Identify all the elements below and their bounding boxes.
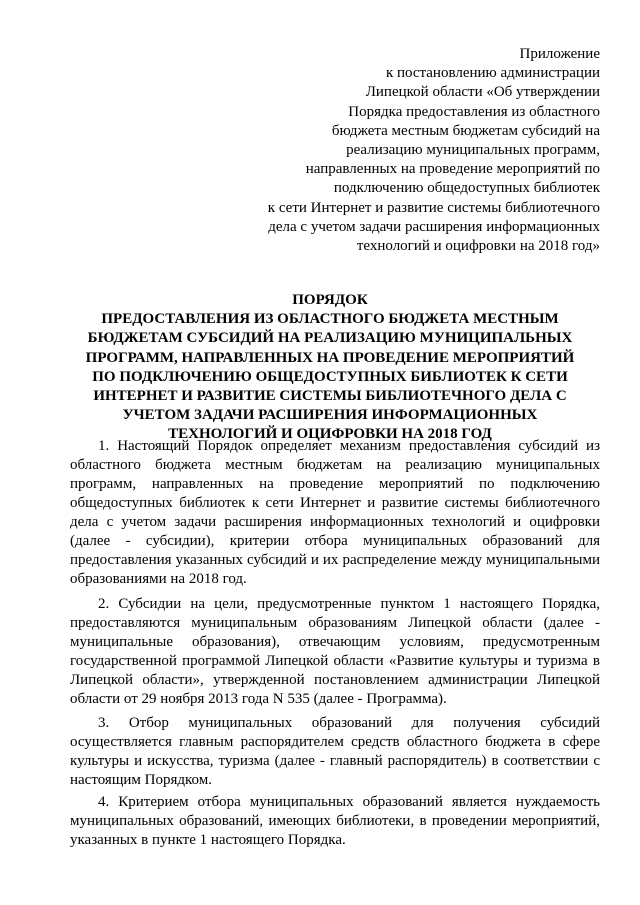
- paragraph-text: 4. Критерием отбора муниципальных образований является нуждаемость муниципальных образований, имеющих библиотеки, в проведении мероприятий, указанных в пункте 1 настоящего Порядка.: [70, 794, 600, 848]
- appendix-line: Порядка предоставления из областного: [348, 103, 600, 120]
- document-title: [40, 291, 620, 445]
- appendix-line: реализацию муниципальных программ,: [346, 142, 600, 159]
- appendix-line: бюджета местным бюджетам субсидий на: [331, 122, 600, 139]
- paragraph-3: [70, 714, 600, 790]
- title-line: ПОРЯДОК: [292, 292, 368, 308]
- appendix-line: к постановлению администрации: [385, 65, 600, 82]
- appendix-line: направленных на проведение мероприятий по: [305, 161, 600, 178]
- title-line: ПО ПОДКЛЮЧЕНИЮ ОБЩЕДОСТУПНЫХ БИБЛИОТЕК К СЕТИ: [92, 368, 568, 385]
- appendix-header: [200, 45, 600, 256]
- title-line: ТЕХНОЛОГИЙ И ОЦИФРОВКИ НА 2018 ГОД: [168, 426, 492, 443]
- paragraph-text: 2. Субсидии на цели, предусмотренные пунктом 1 настоящего Порядка, предоставляются муниципальным образованиям Липецкой области (далее - муниципальные образования), отвечающим условиям, предусмотренным государственной программой Липецкой области «Развитие культуры и туризма в Липецкой области», утвержденной постановлением администрации Липецкой области от 29 ноября 2013 года N 535 (далее - Программа).: [70, 596, 600, 707]
- title-line: ПРОГРАММ, НАПРАВЛЕННЫХ НА ПРОВЕДЕНИЕ МЕРОПРИЯТИЙ: [85, 349, 575, 366]
- paragraph-text: 3. Отбор муниципальных образований для получения субсидий осуществляется главным распорядителем средств областного бюджета в сфере культуры и искусства, туризма (далее - главный распорядитель) в соответствии с настоящим Порядком.: [70, 715, 600, 788]
- appendix-line: подключению общедоступных библиотек: [333, 180, 600, 197]
- appendix-line: к сети Интернет и развитие системы библиотечного: [267, 199, 600, 216]
- appendix-line: технологий и оцифровки на 2018 год»: [356, 238, 600, 255]
- paragraph-4: [70, 793, 600, 850]
- title-line: БЮДЖЕТАМ СУБСИДИЙ НА РЕАЛИЗАЦИЮ МУНИЦИПАЛЬНЫХ: [87, 330, 573, 347]
- appendix-line: дела с учетом задачи расширения информационных: [268, 218, 600, 235]
- title-line: УЧЕТОМ ЗАДАЧИ РАСШИРЕНИЯ ИНФОРМАЦИОННЫХ: [122, 407, 538, 424]
- title-line: ИНТЕРНЕТ И РАЗВИТИЕ СИСТЕМЫ БИБЛИОТЕЧНОГО ДЕЛА С: [93, 388, 567, 405]
- appendix-line: Приложение: [519, 46, 600, 62]
- title-line: ПРЕДОСТАВЛЕНИЯ ИЗ ОБЛАСТНОГО БЮДЖЕТА МЕСТНЫМ: [101, 311, 559, 328]
- paragraph-2: [70, 595, 600, 709]
- appendix-line: Липецкой области «Об утверждении: [365, 84, 600, 101]
- paragraph-1: [70, 437, 600, 589]
- paragraph-text: 1. Настоящий Порядок определяет механизм предоставления субсидий из областного бюджета местным бюджетам на реализацию муниципальных программ, направленных на проведение мероприятий по подключению общедоступных библиотек к сети Интернет и развитие системы библиотечного дела с учетом задачи расширения информационных технологий и оцифровки (далее - субсидии), критерии отбора муниципальных образований для предоставления указанных субсидий и их распределение между муниципальными образованиями на 2018 год.: [70, 438, 600, 587]
